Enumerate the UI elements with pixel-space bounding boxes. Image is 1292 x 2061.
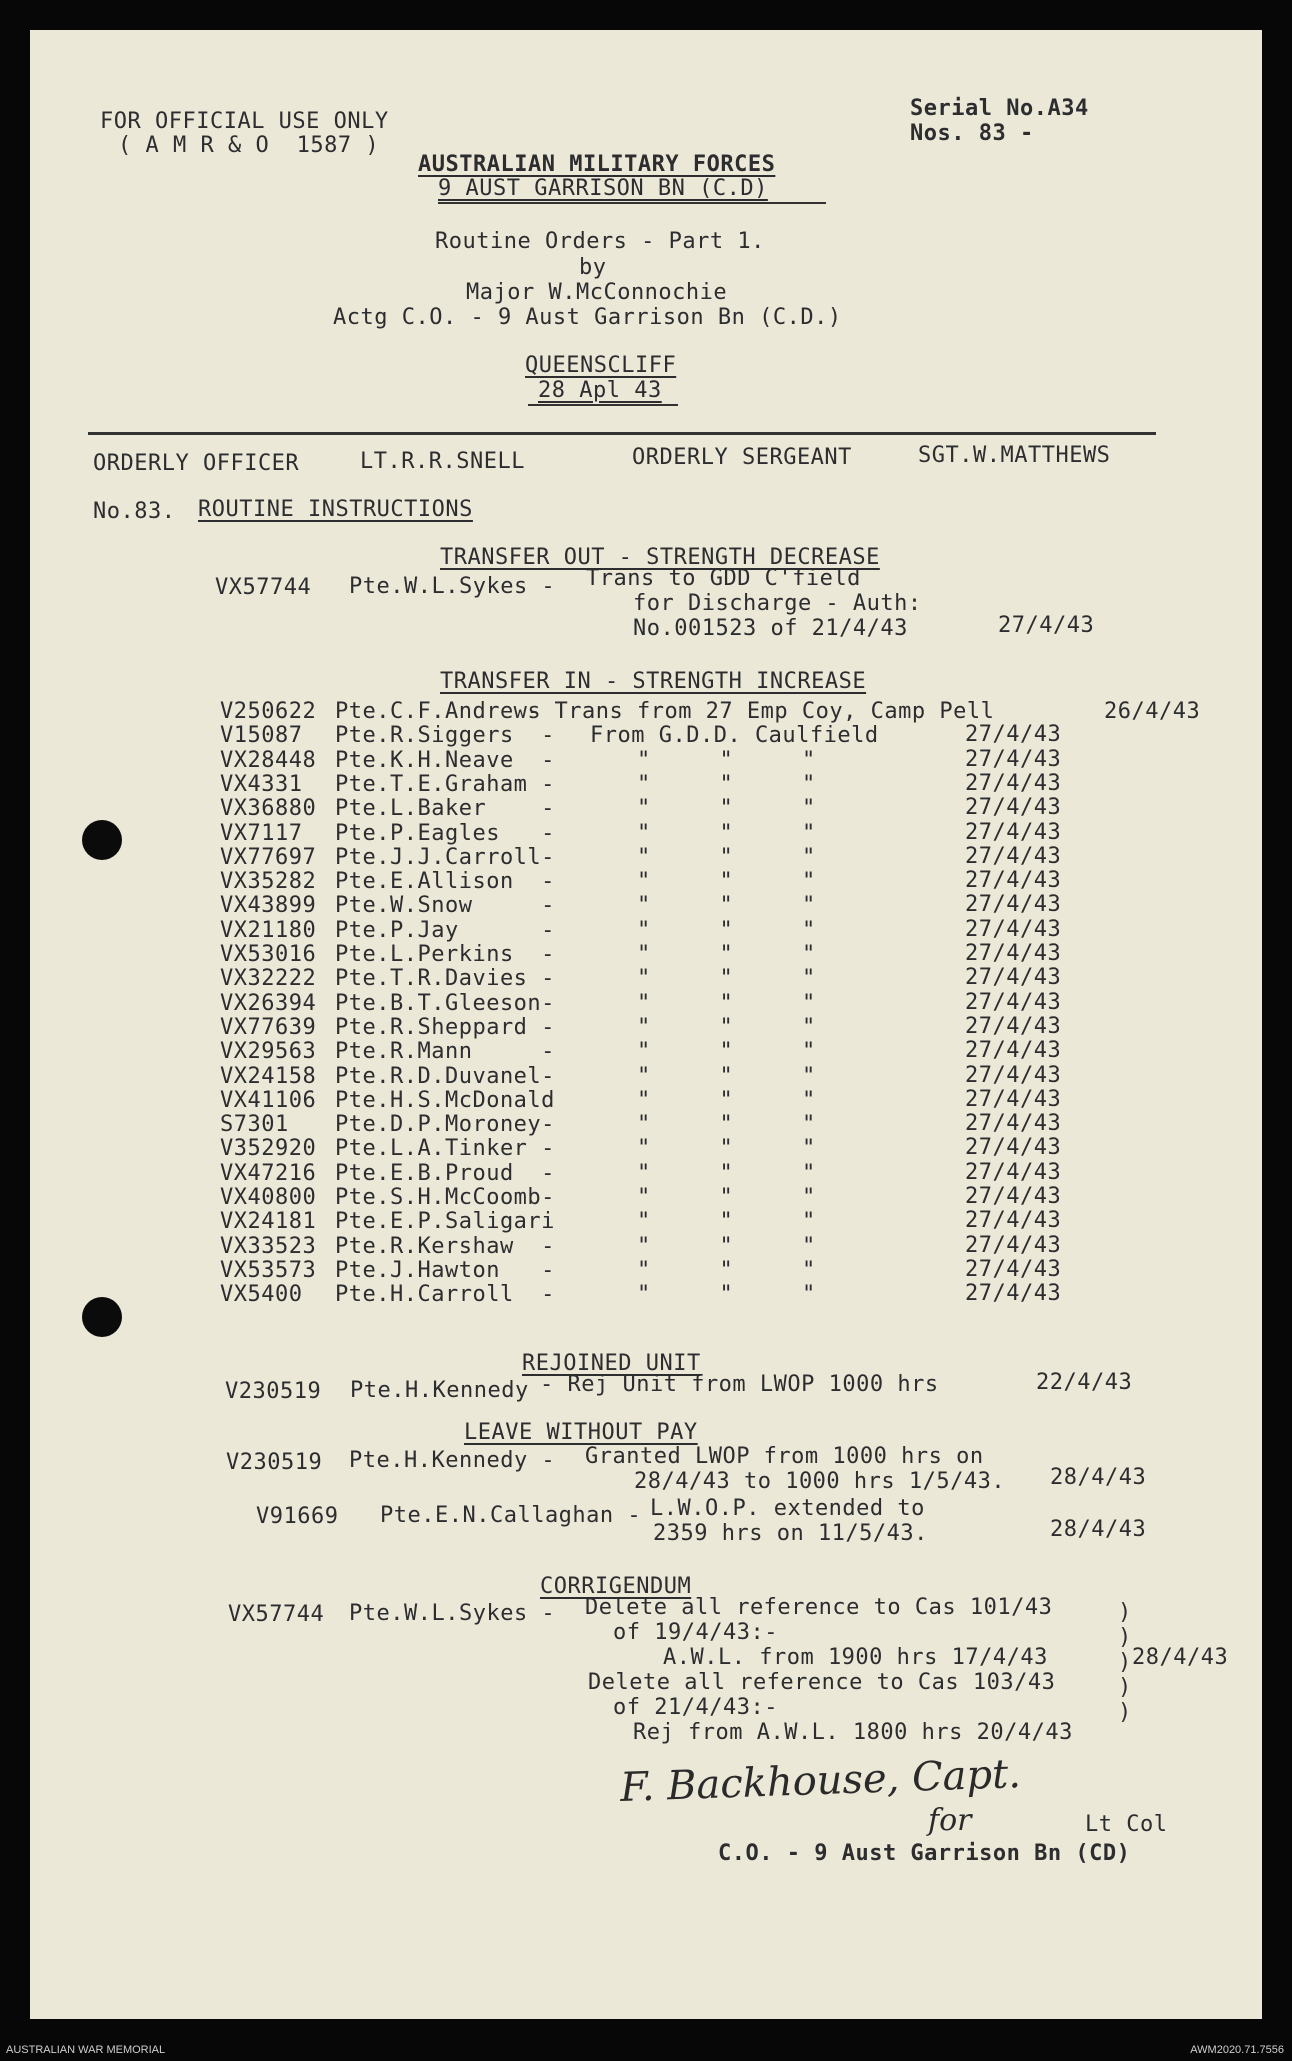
amr-reference: ( A M R & O 1587 )	[118, 133, 380, 158]
corrigendum-line3: A.W.L. from 1900 hrs 17/4/43	[663, 1645, 1048, 1670]
transfer-in-number: VX24181	[220, 1209, 317, 1234]
transfer-in-name: Pte.E.P.Saligari	[335, 1209, 555, 1234]
orderly-sergeant-label: ORDERLY SERGEANT	[632, 445, 852, 470]
transfer-in-number: VX40800	[220, 1185, 317, 1210]
transfer-in-date: 27/4/43	[965, 844, 1062, 869]
corrigendum-name: Pte.W.L.Sykes -	[349, 1601, 556, 1626]
transfer-in-name: Pte.K.H.Neave -	[335, 748, 555, 773]
transfer-in-detail: " " "	[637, 821, 816, 846]
transfer-in-name: Pte.J.Hawton -	[335, 1258, 555, 1283]
leave-entry2-line2: 2359 hrs on 11/5/43.	[653, 1521, 928, 1546]
routine-orders: Routine Orders - Part 1.	[435, 229, 765, 254]
transfer-in-name: Pte.R.Mann -	[335, 1039, 555, 1064]
transfer-in-date: 27/4/43	[965, 1281, 1062, 1306]
order-numbers: Nos. 83 -	[910, 121, 1034, 146]
transfer-in-detail: " " "	[637, 1112, 816, 1137]
transfer-in-detail: " " "	[637, 942, 816, 967]
transfer-in-date: 27/4/43	[965, 990, 1062, 1015]
transfer-in-detail: " " "	[637, 796, 816, 821]
leave-entry2-name: Pte.E.N.Callaghan -	[380, 1503, 642, 1528]
leave-entry1-line2: 28/4/43 to 1000 hrs 1/5/43.	[634, 1469, 1006, 1494]
transfer-out-line2: for Discharge - Auth:	[633, 591, 922, 616]
transfer-in-date: 27/4/43	[965, 1087, 1062, 1112]
transfer-in-detail: " " "	[637, 966, 816, 991]
transfer-in-detail: " " "	[637, 1136, 816, 1161]
by-text: by	[579, 255, 607, 280]
leave-entry2-date: 28/4/43	[1050, 1517, 1147, 1542]
transfer-out-line1: Trans to GDD C'field	[586, 566, 861, 591]
transfer-in-name: Pte.C.F.Andrews	[335, 699, 542, 724]
transfer-in-name: Pte.R.Siggers -	[335, 723, 555, 748]
leave-entry2-number: V91669	[256, 1504, 339, 1529]
transfer-in-number: VX26394	[220, 991, 317, 1016]
issuing-officer: Major W.McConnochie	[466, 280, 728, 305]
transfer-in-date: 27/4/43	[965, 795, 1062, 820]
transfer-in-date: 27/4/43	[965, 820, 1062, 845]
rejoined-name: Pte.H.Kennedy	[350, 1378, 529, 1403]
transfer-in-number: VX21180	[220, 918, 317, 943]
section-number: No.83.	[93, 499, 176, 524]
transfer-in-date: 27/4/43	[965, 868, 1062, 893]
transfer-in-number: VX33523	[220, 1234, 317, 1259]
transfer-in-number: VX7117	[220, 821, 303, 846]
leave-entry1-date: 28/4/43	[1050, 1465, 1147, 1490]
transfer-in-number: VX24158	[220, 1064, 317, 1089]
transfer-in-name: Pte.P.Eagles -	[335, 821, 555, 846]
transfer-in-name: Pte.W.Snow -	[335, 893, 555, 918]
transfer-in-number: VX41106	[220, 1088, 317, 1113]
transfer-in-date: 27/4/43	[965, 1063, 1062, 1088]
transfer-in-detail: " " "	[637, 748, 816, 773]
transfer-in-number: VX4331	[220, 772, 303, 797]
leave-entry1-name: Pte.H.Kennedy -	[349, 1448, 556, 1473]
transfer-in-name: Pte.T.E.Graham -	[335, 772, 555, 797]
transfer-in-name: Pte.R.Kershaw -	[335, 1234, 555, 1259]
transfer-in-date: 27/4/43	[965, 1135, 1062, 1160]
transfer-out-name: Pte.W.L.Sykes -	[349, 574, 556, 599]
transfer-in-date: 27/4/43	[965, 965, 1062, 990]
issuing-appointment: Actg C.O. - 9 Aust Garrison Bn (C.D.)	[333, 305, 842, 330]
transfer-in-number: VX53016	[220, 942, 317, 967]
transfer-in-name: Pte.P.Jay -	[335, 918, 555, 943]
transfer-in-date: 27/4/43	[965, 1257, 1062, 1282]
leave-entry1-line1: Granted LWOP from 1000 hrs on	[585, 1444, 984, 1469]
transfer-in-date: 27/4/43	[965, 722, 1062, 747]
transfer-in-name: Pte.R.Sheppard -	[335, 1015, 555, 1040]
transfer-in-number: VX28448	[220, 748, 317, 773]
transfer-out-date: 27/4/43	[998, 613, 1095, 638]
title-forces: AUSTRALIAN MILITARY FORCES	[418, 152, 776, 177]
document-page	[30, 30, 1262, 2019]
archive-reference: AWM2020.71.7556	[1190, 2044, 1284, 2056]
corrigendum-bracket: ) ) ) ) )	[1118, 1600, 1132, 1725]
transfer-in-number: V15087	[220, 723, 303, 748]
transfer-in-number: VX35282	[220, 869, 317, 894]
transfer-in-name: Pte.E.Allison -	[335, 869, 555, 894]
rejoined-heading: REJOINED UNIT	[522, 1351, 701, 1376]
transfer-in-date: 27/4/43	[965, 1160, 1062, 1185]
rejoined-detail: - Rej Unit from LWOP 1000 hrs	[540, 1372, 939, 1397]
transfer-in-name: Pte.R.D.Duvanel-	[335, 1064, 555, 1089]
transfer-in-detail: " " "	[637, 1161, 816, 1186]
transfer-in-detail: " " "	[637, 845, 816, 870]
transfer-in-name: Pte.L.Perkins -	[335, 942, 555, 967]
corrigendum-line5: of 21/4/43:-	[613, 1695, 778, 1720]
rejoined-number: V230519	[225, 1379, 322, 1404]
corrigendum-heading: CORRIGENDUM	[540, 1574, 692, 1599]
transfer-in-date: 27/4/43	[965, 941, 1062, 966]
transfer-in-detail: " " "	[637, 772, 816, 797]
transfer-in-name: Pte.L.Baker -	[335, 796, 555, 821]
transfer-in-detail: " " "	[637, 1258, 816, 1283]
corrigendum-line4: Delete all reference to Cas 103/43	[588, 1670, 1056, 1695]
transfer-in-name: Pte.E.B.Proud -	[335, 1161, 555, 1186]
place: QUEENSCLIFF	[525, 353, 677, 378]
transfer-in-number: VX43899	[220, 893, 317, 918]
leave-entry1-number: V230519	[226, 1450, 323, 1475]
transfer-in-detail: " " "	[637, 1234, 816, 1259]
transfer-in-name: Pte.H.S.McDonald	[335, 1088, 555, 1113]
transfer-in-date: 27/4/43	[965, 747, 1062, 772]
transfer-in-number: VX77639	[220, 1015, 317, 1040]
transfer-in-detail: " " "	[637, 1185, 816, 1210]
transfer-out-heading: TRANSFER OUT - STRENGTH DECREASE	[440, 545, 880, 570]
corrigendum-line2: of 19/4/43:-	[613, 1620, 778, 1645]
transfer-in-detail: " " "	[637, 893, 816, 918]
order-date: 28 Apl 43	[538, 378, 662, 403]
transfer-in-number: VX29563	[220, 1039, 317, 1064]
transfer-in-number: VX53573	[220, 1258, 317, 1283]
transfer-in-detail: " " "	[637, 1039, 816, 1064]
rejoined-date: 22/4/43	[1036, 1370, 1133, 1395]
signatory-appointment: C.O. - 9 Aust Garrison Bn (CD)	[718, 1841, 1131, 1866]
transfer-in-name: Pte.T.R.Davies -	[335, 966, 555, 991]
corrigendum-line6: Rej from A.W.L. 1800 hrs 20/4/43	[633, 1720, 1073, 1745]
transfer-in-name: Pte.B.T.Gleeson-	[335, 991, 555, 1016]
transfer-in-date: 27/4/43	[965, 1184, 1062, 1209]
transfer-in-detail: " " "	[637, 1088, 816, 1113]
title-battalion: 9 AUST GARRISON BN (C.D)	[438, 176, 768, 201]
orderly-officer-label: ORDERLY OFFICER	[93, 451, 300, 476]
punch-hole-top	[82, 820, 122, 860]
archive-credit: AUSTRALIAN WAR MEMORIAL	[6, 2044, 166, 2056]
signature-initials: for	[928, 1803, 972, 1838]
header-rule	[88, 432, 1156, 435]
signature: F. Backhouse, Capt.	[619, 1751, 1022, 1811]
transfer-in-name: Pte.D.P.Moroney-	[335, 1112, 555, 1137]
serial-number: Serial No.A34	[910, 96, 1089, 121]
leave-entry2-line1: L.W.O.P. extended to	[650, 1496, 925, 1521]
corrigendum-date: 28/4/43	[1132, 1645, 1229, 1670]
transfer-in-detail: " " "	[637, 918, 816, 943]
corrigendum-line1: Delete all reference to Cas 101/43	[585, 1595, 1053, 1620]
transfer-out-line3: No.001523 of 21/4/43	[633, 616, 908, 641]
transfer-in-number: VX5400	[220, 1282, 303, 1307]
transfer-in-detail: From G.D.D. Caulfield	[590, 723, 879, 748]
transfer-in-detail: " " "	[637, 1209, 816, 1234]
transfer-in-detail: " " "	[637, 1064, 816, 1089]
signatory-rank: Lt Col	[1085, 1812, 1168, 1837]
transfer-in-date: 27/4/43	[965, 1233, 1062, 1258]
transfer-in-name: Pte.S.H.McCoomb-	[335, 1185, 555, 1210]
transfer-in-date: 27/4/43	[965, 1111, 1062, 1136]
orderly-sergeant-name: SGT.W.MATTHEWS	[918, 443, 1111, 468]
leave-heading: LEAVE WITHOUT PAY	[464, 1420, 698, 1445]
transfer-in-detail: " " "	[637, 869, 816, 894]
transfer-in-date: 27/4/43	[965, 1014, 1062, 1039]
punch-hole-bottom	[82, 1297, 122, 1337]
transfer-in-number: S7301	[220, 1112, 289, 1137]
transfer-in-name: Pte.L.A.Tinker -	[335, 1136, 555, 1161]
transfer-in-heading: TRANSFER IN - STRENGTH INCREASE	[440, 669, 867, 694]
transfer-in-name: Pte.H.Carroll -	[335, 1282, 555, 1307]
transfer-in-number: V250622	[220, 699, 317, 724]
transfer-in-date: 27/4/43	[965, 917, 1062, 942]
transfer-in-name: Pte.J.J.Carroll-	[335, 845, 555, 870]
transfer-out-number: VX57744	[215, 575, 312, 600]
transfer-in-number: VX77697	[220, 845, 317, 870]
transfer-in-date: 27/4/43	[965, 771, 1062, 796]
transfer-in-detail: " " "	[637, 991, 816, 1016]
transfer-in-number: VX47216	[220, 1161, 317, 1186]
transfer-in-number: VX36880	[220, 796, 317, 821]
section-title: ROUTINE INSTRUCTIONS	[198, 497, 473, 522]
corrigendum-number: VX57744	[228, 1602, 325, 1627]
transfer-in-date: 27/4/43	[965, 892, 1062, 917]
transfer-in-number: V352920	[220, 1136, 317, 1161]
transfer-in-date: 27/4/43	[965, 1208, 1062, 1233]
transfer-in-date: 26/4/43	[1104, 699, 1201, 724]
transfer-in-number: VX32222	[220, 966, 317, 991]
transfer-in-detail: - Trans from 27 Emp Coy, Camp Pell	[527, 699, 995, 724]
transfer-in-detail: " " "	[637, 1015, 816, 1040]
official-use-label: FOR OFFICIAL USE ONLY	[100, 109, 389, 134]
transfer-in-date: 27/4/43	[965, 1038, 1062, 1063]
orderly-officer-name: LT.R.R.SNELL	[360, 449, 525, 474]
transfer-in-detail: " " "	[637, 1282, 816, 1307]
